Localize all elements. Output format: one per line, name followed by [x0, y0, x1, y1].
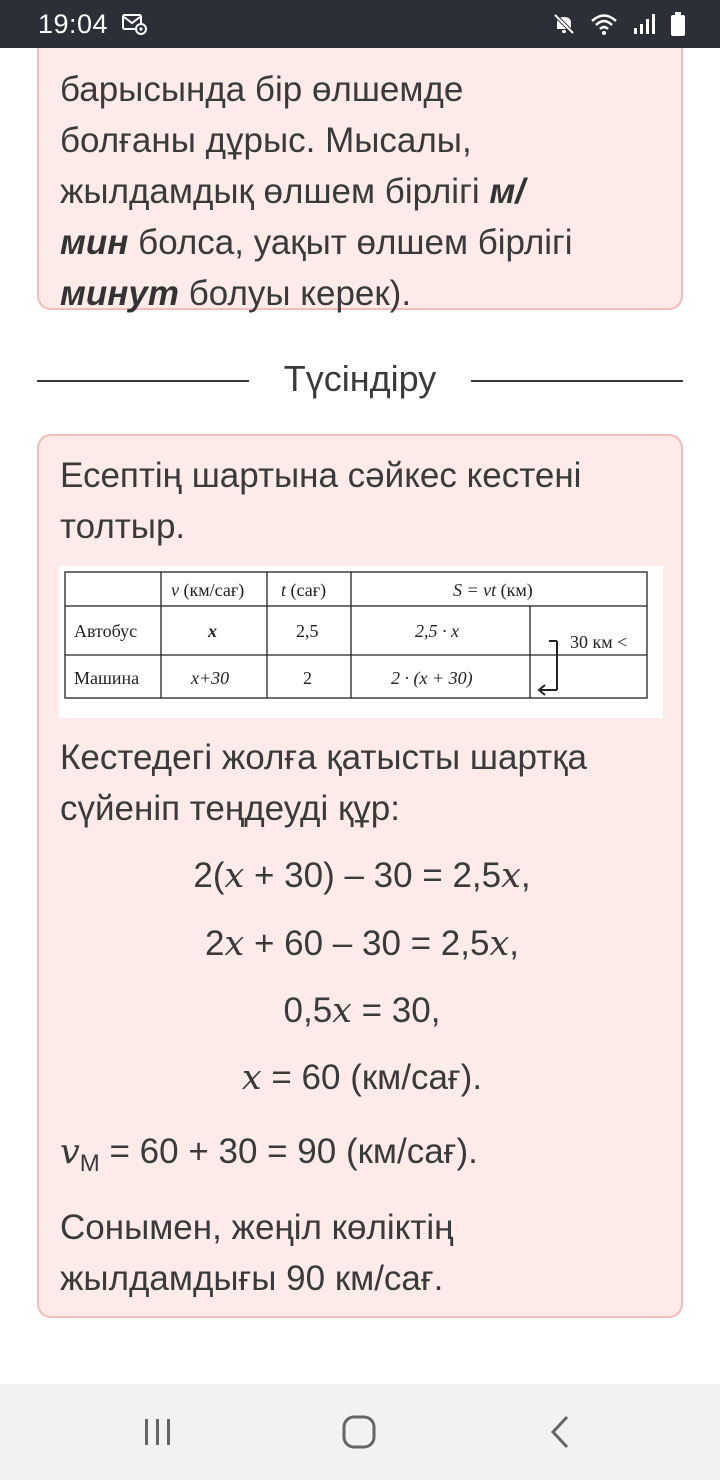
prompt-line: сүйеніп теңдеуді құр:	[60, 789, 400, 828]
hint-line: барысында бір өлшемде	[60, 70, 464, 109]
speed-result	[60, 1132, 478, 1178]
recent-apps-button[interactable]	[128, 1408, 188, 1456]
eq-part: 0,5	[283, 991, 333, 1030]
eq-part: 2	[205, 924, 225, 963]
row-name: Машина	[74, 668, 140, 688]
eq-part: ,	[509, 924, 519, 963]
difference-note: 30 км <	[570, 632, 628, 652]
eq-part: ,	[520, 856, 531, 895]
eq-part: 2(	[193, 856, 225, 895]
row-time: 2,5	[296, 621, 319, 641]
hint-line	[60, 166, 573, 217]
conclusion-text	[60, 1202, 453, 1304]
hint-line-text: болса, уақыт өлшем бірлігі	[128, 223, 573, 262]
eq-var: x	[501, 856, 521, 896]
eq-part: + 30) – 30 = 2,5	[244, 856, 502, 895]
unit-emphasis: м/	[489, 172, 525, 211]
row-time: 2	[303, 668, 312, 688]
back-icon	[548, 1414, 572, 1450]
intro-line: Есептің шартына сәйкес кестені	[60, 456, 582, 495]
back-button[interactable]	[530, 1408, 590, 1456]
conclusion-line: жылдамдығы 90 км/сағ.	[60, 1259, 444, 1298]
row-speed: x+30	[191, 668, 230, 688]
wifi-icon	[590, 12, 618, 36]
equation	[39, 856, 685, 896]
row-name: Автобус	[74, 621, 138, 641]
section-divider	[37, 356, 683, 406]
eq-var: x	[489, 924, 510, 964]
hint-line-text: жылдамдық өлшем бірлігі	[60, 172, 490, 211]
eq-part: + 60 – 30 = 2,5	[244, 924, 490, 963]
hint-line: болғаны дұрыс. Мысалы,	[60, 121, 472, 160]
conclusion-line: Сонымен, жеңіл көліктің	[60, 1208, 454, 1247]
eq-var: x	[332, 991, 352, 1031]
row-speed: x	[208, 621, 217, 641]
explanation-card	[37, 434, 683, 1318]
recent-apps-icon	[142, 1416, 174, 1448]
hint-text	[60, 64, 573, 319]
equation	[39, 991, 685, 1031]
home-button[interactable]	[329, 1408, 389, 1456]
unit-emphasis: мин	[60, 223, 129, 262]
hint-line-text: болуы керек).	[179, 274, 412, 313]
header-time: t (сағ)	[281, 580, 327, 600]
unit-emphasis: минут	[60, 274, 179, 313]
content-area[interactable]	[0, 48, 720, 1384]
prompt-line: Кестедегі жолға қатысты шартқа	[60, 738, 587, 777]
status-bar	[0, 0, 720, 48]
status-time: 19:04	[38, 8, 109, 39]
signal-icon	[632, 12, 656, 36]
section-title: Түсіндіру	[283, 358, 437, 399]
equation	[39, 1058, 685, 1098]
eq-var: x	[224, 856, 245, 896]
row-distance: 2 · (x + 30)	[391, 668, 473, 688]
eq-var: x	[241, 1058, 262, 1098]
speed-subscript: М	[79, 1150, 100, 1177]
intro-line: толтыр.	[60, 507, 186, 546]
equation	[39, 924, 685, 964]
row-distance: 2,5 · x	[415, 621, 459, 641]
motion-table-image	[59, 566, 663, 718]
speed-calc: = 60 + 30 = 90 (км/сағ).	[99, 1132, 478, 1171]
battery-icon	[670, 11, 686, 37]
eq-var: x	[224, 924, 245, 964]
eq-part: = 60 (км/сағ).	[261, 1058, 483, 1097]
eq-part: = 30,	[351, 991, 441, 1030]
navigation-bar	[0, 1384, 720, 1480]
hint-card	[37, 48, 683, 313]
motion-table	[59, 566, 663, 718]
mute-icon	[552, 12, 576, 36]
notification-settings-icon	[122, 13, 148, 35]
difference-arrow-icon	[539, 641, 557, 695]
home-icon	[341, 1414, 377, 1450]
divider-line	[471, 380, 683, 382]
hint-line	[60, 217, 573, 268]
prompt-text	[60, 732, 587, 834]
header-speed: v (км/сағ)	[171, 580, 245, 600]
header-distance: S = vt (км)	[453, 580, 533, 600]
speed-symbol: v	[60, 1132, 80, 1172]
hint-line	[60, 268, 573, 319]
intro-text	[60, 450, 581, 552]
